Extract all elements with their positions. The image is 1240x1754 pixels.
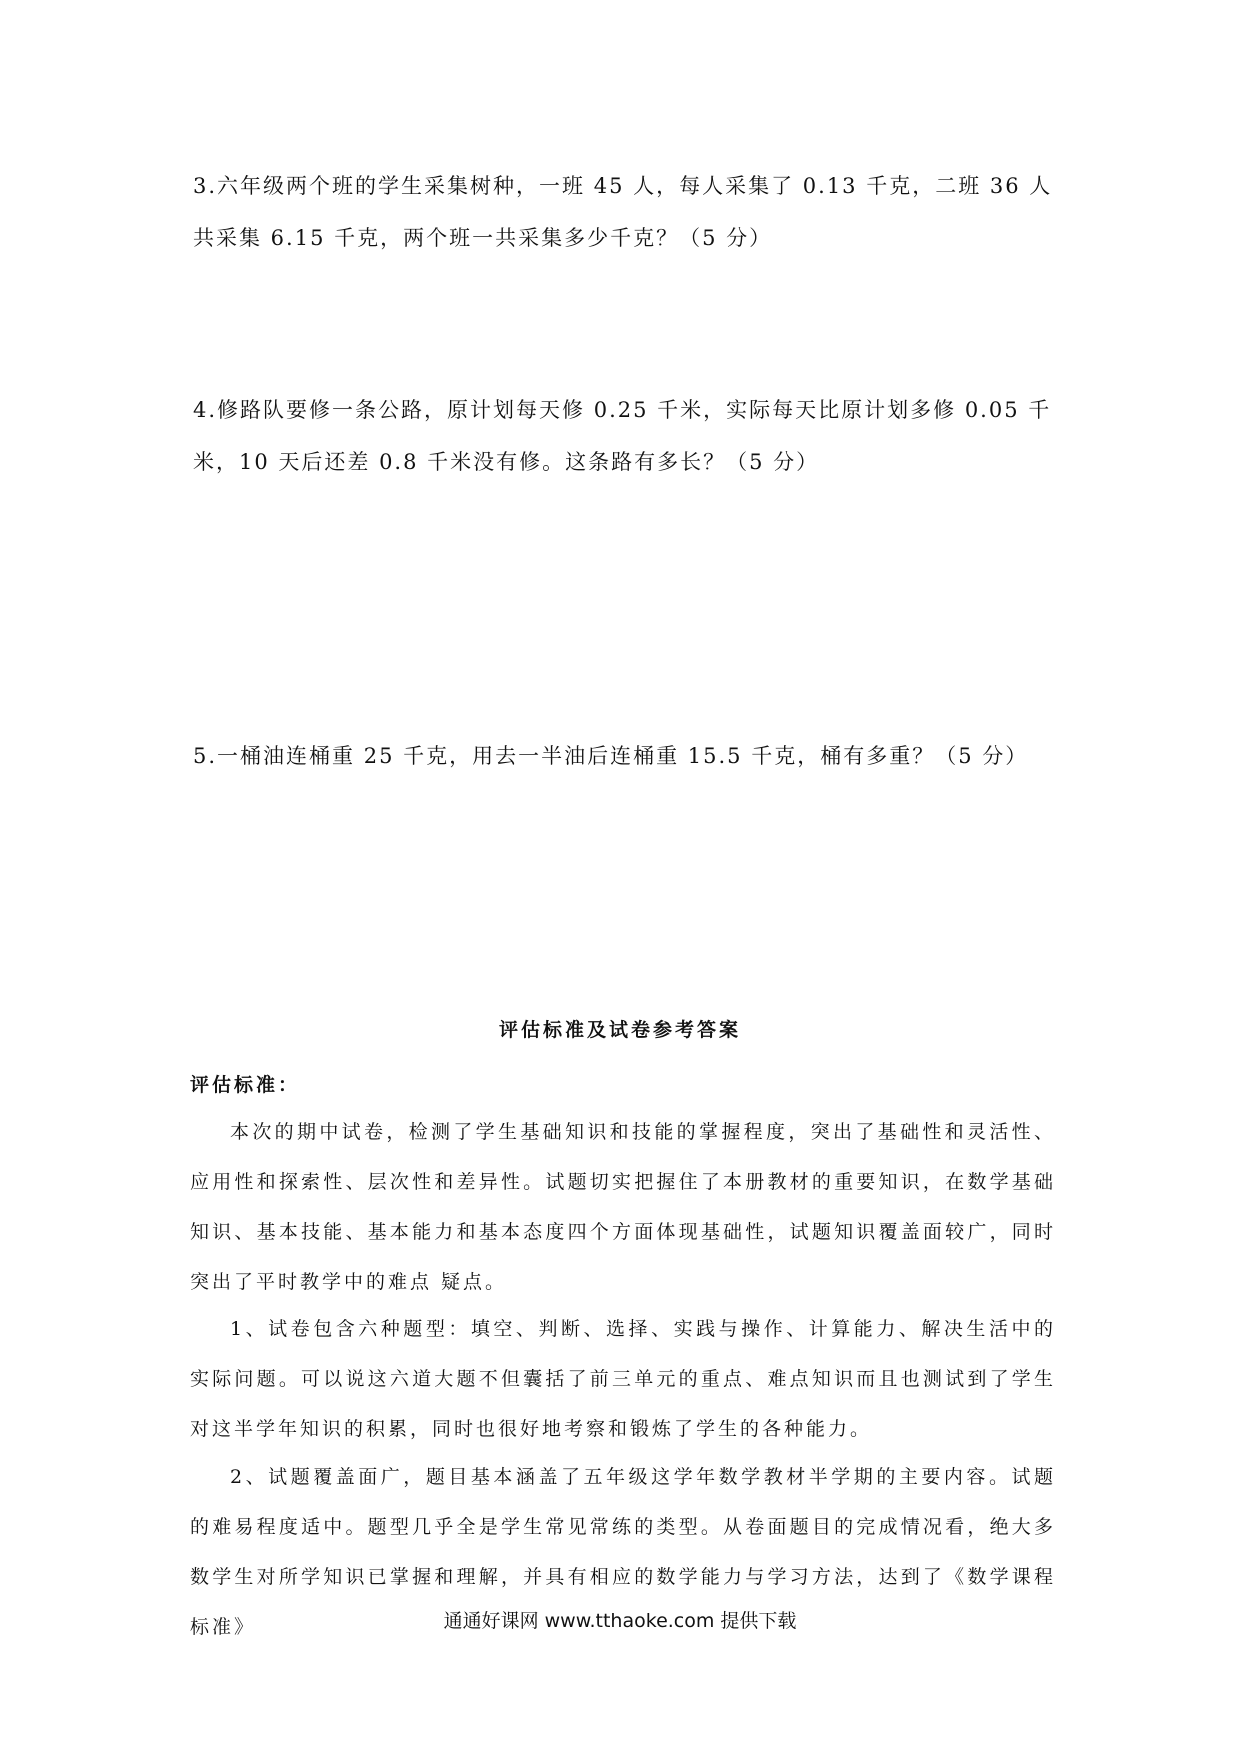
paragraph-point-2: 2、试题覆盖面广，题目基本涵盖了五年级这学年数学教材半学期的主要内容。试题的难易程度适中。题型几乎全是学生常见常练的类型。从卷面题目的完成情况看，绝大多数学生对所学知识已掌握和理解，并具有相应的数学能力与学习方法，达到了《数学课程标准》 [190, 1466, 1056, 1638]
question-4: 4.修路队要修一条公路，原计划每天修 0.25 千米，实际每天比原计划多修 0.05 千米，10 天后还差 0.8 千米没有修。这条路有多长？（5 分） [193, 398, 1052, 474]
paragraph-overview: 本次的期中试卷，检测了学生基础知识和技能的掌握程度，突出了基础性和灵活性、应用性和探索性、层次性和差异性。试题切实把握住了本册教材的重要知识，在数学基础知识、基本技能、基本能力和基本态度四个方面体现基础性，试题知识覆盖面较广，同时突出了平时教学中的难点 疑点。 [190, 1121, 1056, 1293]
question-5: 5.一桶油连桶重 25 千克，用去一半油后连桶重 15.5 千克，桶有多重？（5 分） [193, 744, 1029, 768]
question-3: 3.六年级两个班的学生采集树种，一班 45 人，每人采集了 0.13 千克，二班 36 人共采集 6.15 千克，两个班一共采集多少千克？（5 分） [193, 174, 1053, 250]
footer-watermark: 通通好课网 www.tthaoke.com 提供下载 [443, 1610, 797, 1632]
section-subtitle: 评估标准： [190, 1074, 301, 1096]
section-title: 评估标准及试卷参考答案 [498, 1019, 741, 1041]
paragraph-point-1: 1、试卷包含六种题型：填空、判断、选择、实践与操作、计算能力、解决生活中的实际问题。可以说这六道大题不但囊括了前三单元的重点、难点知识而且也测试到了学生对这半学年知识的积累，同时也很好地考察和锻炼了学生的各种能力。 [190, 1318, 1056, 1440]
